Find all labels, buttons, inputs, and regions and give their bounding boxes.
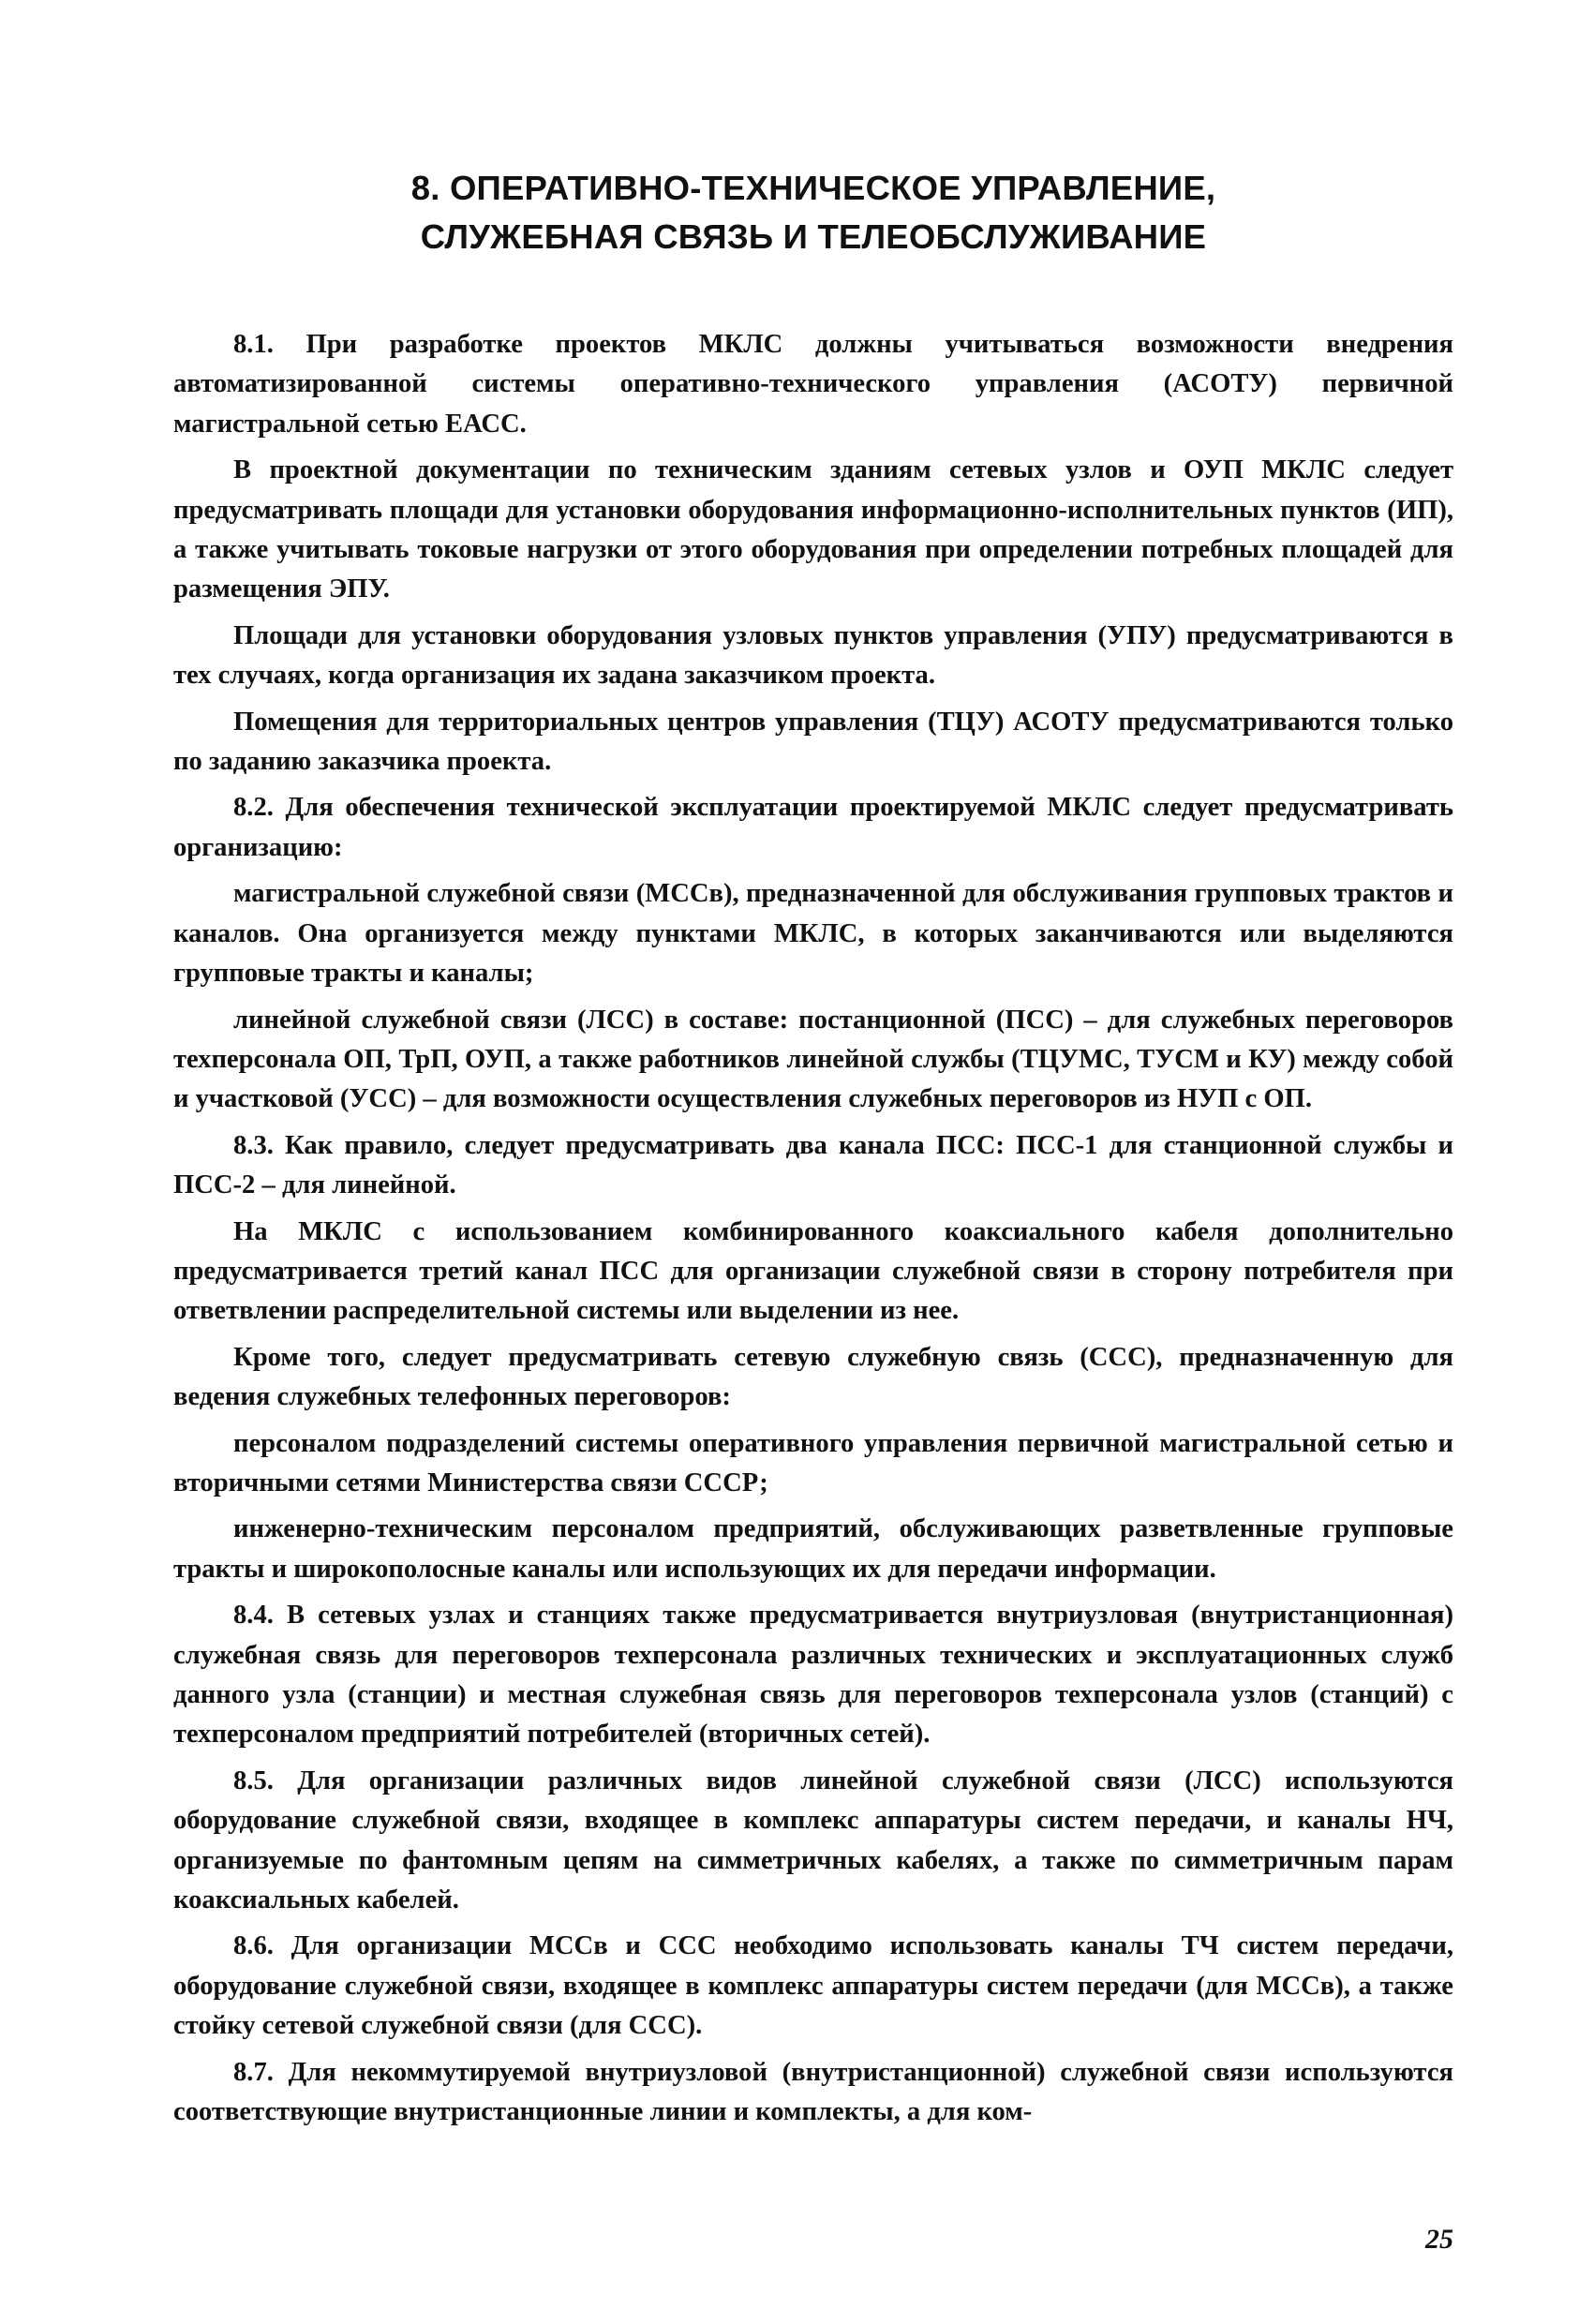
paragraph: магистральной служебной связи (МССв), предназначенной для обслуживания групповых трактов и каналов. Она организуется между пунктами МКЛС, в которых заканчиваются или выделяются групповые тракты и каналы;	[173, 879, 1453, 989]
paragraph: персоналом подразделений системы оперативного управления первичной магистральной сетью и вторичными сетями Министерства связи СССР;	[173, 1428, 1453, 1497]
paragraph: 8.7. Для некоммутируемой внутриузловой (внутристанционной) служебной связи используются соответствующие внутристанционные линии и комплекты, а для ком-	[173, 2057, 1453, 2127]
section-heading-line-1: 8. ОПЕРАТИВНО-ТЕХНИЧЕСКОЕ УПРАВЛЕНИЕ,	[410, 169, 1216, 207]
paragraph: 8.2. Для обеспечения технической эксплуатации проектируемой МКЛС следует предусматривать организацию:	[173, 793, 1453, 862]
paragraph: 8.1. При разработке проектов МКЛС должны учитываться возможности внедрения автоматизированной системы оперативно-технического управления (АСОТУ) первичной магистральной сетью ЕАСС.	[173, 330, 1453, 439]
paragraph: Кроме того, следует предусматривать сетевую служебную связь (ССС), предназначенную для ведения служебных телефонных переговоров:	[173, 1342, 1453, 1412]
paragraph: 8.3. Как правило, следует предусматривать два канала ПСС: ПСС-1 для станционной службы и ПСС-2 – для линейной.	[173, 1130, 1453, 1200]
paragraph: В проектной документации по техническим зданиям сетевых узлов и ОУП МКЛС следует предусматривать площади для установки оборудования информационно-исполнительных пунктов (ИП), а также учитывать токовые нагрузки от этого оборудования при определении потребных площадей для размещения ЭПУ.	[173, 455, 1453, 604]
paragraph: Площади для установки оборудования узловых пунктов управления (УПУ) предусматриваются в тех случаях, когда организация их задана заказчиком проекта.	[173, 620, 1453, 691]
section-heading-line-2: СЛУЖЕБНАЯ СВЯЗЬ И ТЕЛЕОБСЛУЖИВАНИЕ	[420, 217, 1207, 256]
section-heading	[173, 164, 1453, 261]
paragraph: 8.6. Для организации МССв и ССС необходимо использовать каналы ТЧ систем передачи, оборудование служебной связи, входящее в комплекс аппаратуры систем передачи (для МССв), а также стойку сетевой служебной связи (для ССС).	[173, 1931, 1453, 2041]
paragraph: линейной служебной связи (ЛСС) в составе: постанционной (ПСС) – для служебных переговоров техперсонала ОП, ТрП, ОУП, а также работников линейной службы (ТЦУМС, ТУСМ и КУ) между собой и участковой (УСС) – для возможности осуществления служебных переговоров из НУП с ОП.	[173, 1005, 1453, 1114]
paragraph: 8.4. В сетевых узлах и станциях также предусматривается внутриузловая (внутристанционная) служебная связь для переговоров техперсонала различных технических и эксплуатационных служб данного узла (станции) и местная служебная связь для переговоров техперсонала узлов (станций) с техперсоналом предприятий потребителей (вторичных сетей).	[173, 1601, 1453, 1750]
page-number: 25	[1425, 2224, 1453, 2255]
paragraph: Помещения для территориальных центров управления (ТЦУ) АСОТУ предусматриваются только по заданию заказчика проекта.	[173, 707, 1453, 777]
paragraph: На МКЛС с использованием комбинированного коаксиального кабеля дополнительно предусматривается третий канал ПСС для организации служебной связи в сторону потребителя при ответвлении распределительной системы или выделении из нее.	[173, 1216, 1453, 1326]
paragraph: инженерно-техническим персоналом предприятий, обслуживающих разветвленные групповые тракты и широкополосные каналы или использующих их для передачи информации.	[173, 1514, 1453, 1584]
paragraph: 8.5. Для организации различных видов линейной служебной связи (ЛСС) используются оборудование служебной связи, входящее в комплекс аппаратуры систем передачи, и каналы НЧ, организуемые по фантомным цепям на симметричных кабелях, а также по симметричным парам коаксиальных кабелей.	[173, 1765, 1453, 1915]
body-text	[173, 325, 1453, 2132]
